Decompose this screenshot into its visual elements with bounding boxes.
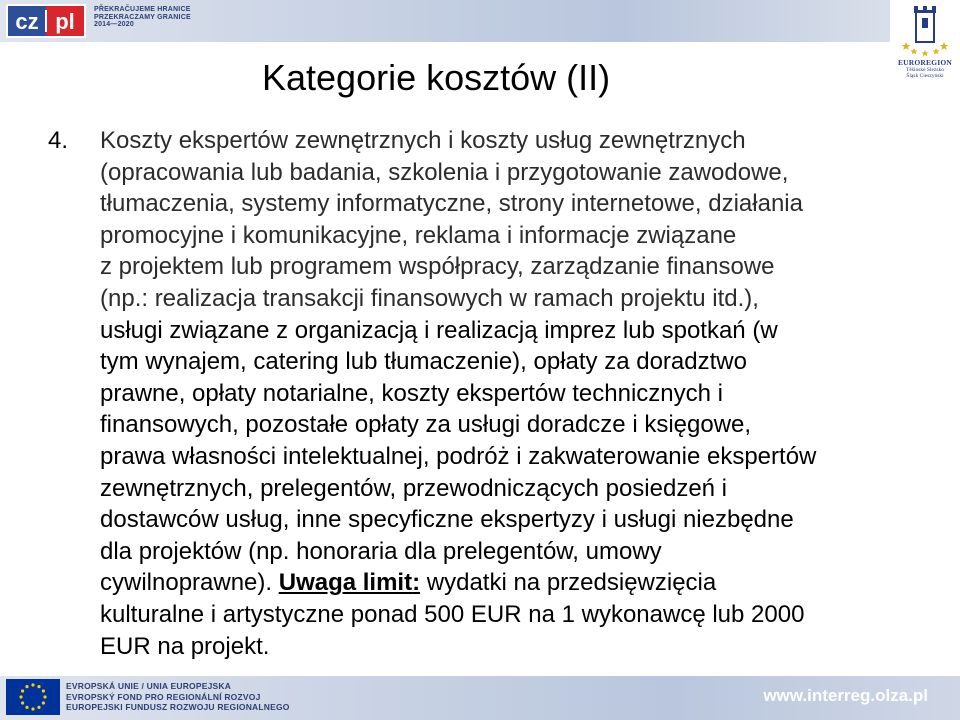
text-line: prawne, opłaty notarialne, koszty ekspertów technicznych i — [100, 379, 723, 407]
eu-line-fund-pl: EUROPEJSKI FUNDUSZ ROZWOJU REGIONALNEGO — [66, 702, 290, 712]
limit-rest: wydatki na przedsięwzięcia — [420, 569, 717, 597]
czpl-logo — [6, 4, 86, 38]
program-line-cz: PŘEKRAČUJEME HRANICE — [94, 6, 191, 13]
text-line: tym wynajem, catering lub tłumaczenie), opłaty za doradztwo — [100, 348, 747, 376]
eu-line-fund-cz: EVROPSKÝ FOND PRO REGIONÁLNÍ ROZVOJ — [66, 691, 261, 702]
text-line: finansowych, pozostałe opłaty za usługi doradcze i księgowe, — [100, 411, 752, 439]
program-slogan — [94, 6, 191, 29]
text-line: EUR na projekt. — [100, 632, 270, 660]
list-item-number: 4. — [48, 127, 69, 154]
text-line: tłumaczenia, systemy informatyczne, strony internetowe, działania — [100, 190, 803, 218]
website-url[interactable]: www.interreg.olza.pl — [763, 686, 928, 705]
svg-text:cz: cz — [15, 9, 39, 34]
text-line: promocyjne i komunikacyjne, reklama i informacje związane — [100, 221, 737, 249]
text-line: (np.: realizacja transakcji finansowych w ramach projektu itd.), — [100, 284, 759, 312]
euroregion-name: EUROREGION — [897, 58, 953, 67]
limit-label: Uwaga limit — [278, 569, 413, 597]
text-line: dostawców usług, inne specyficzne ekspertyzy i usługi niezbędne — [100, 506, 794, 534]
text-line: prawa własności intelektualnej, podróż i zakwaterowanie ekspertów — [100, 442, 817, 470]
euroregion-sub-pl: Śląsk Cieszyński — [906, 73, 944, 80]
text-line: Koszty ekspertów zewnętrznych i koszty usług zewnętrznych — [100, 127, 746, 154]
limit-colon: : — [412, 569, 421, 597]
svg-text:pl: pl — [55, 9, 75, 34]
eu-funding-text — [66, 681, 290, 713]
text-before-limit: cywilnoprawne). — [100, 569, 279, 597]
limit-line — [100, 567, 918, 599]
slide-title: Kategorie kosztów (II) — [262, 57, 611, 98]
text-line: z projektem lub programem współpracy, zarządzanie finansowe — [100, 253, 775, 281]
euroregion-sub-cz: Těšínské Slezsko — [905, 67, 945, 73]
euroregion-tower-icon — [892, 2, 958, 58]
program-line-pl: PRZEKRACZAMY GRANICE — [94, 13, 191, 21]
text-line: kulturalne i artystyczne ponad 500 EUR na 1 wykonawcę lub 2000 — [100, 600, 805, 628]
euroregion-subtitle — [892, 67, 958, 80]
eu-line-union: EVROPSKÁ UNIE / UNIA EUROPEJSKA — [66, 681, 232, 691]
text-line: (opracowania lub badania, szkolenia i przygotowanie zawodowe, — [100, 158, 789, 186]
list-item-text — [100, 125, 918, 662]
text-line: zewnętrznych, prelegentów, przewodniczących posiedzeń i — [100, 474, 728, 502]
text-line: usługi związane z organizacją i realizacją imprez lub spotkań (w — [100, 316, 778, 344]
text-line: dla projektów (np. honoraria dla prelegentów, umowy — [100, 537, 662, 565]
eu-flag-icon — [6, 679, 60, 715]
program-period: 2014—2020 — [94, 21, 134, 29]
euroregion-logo — [892, 2, 958, 82]
